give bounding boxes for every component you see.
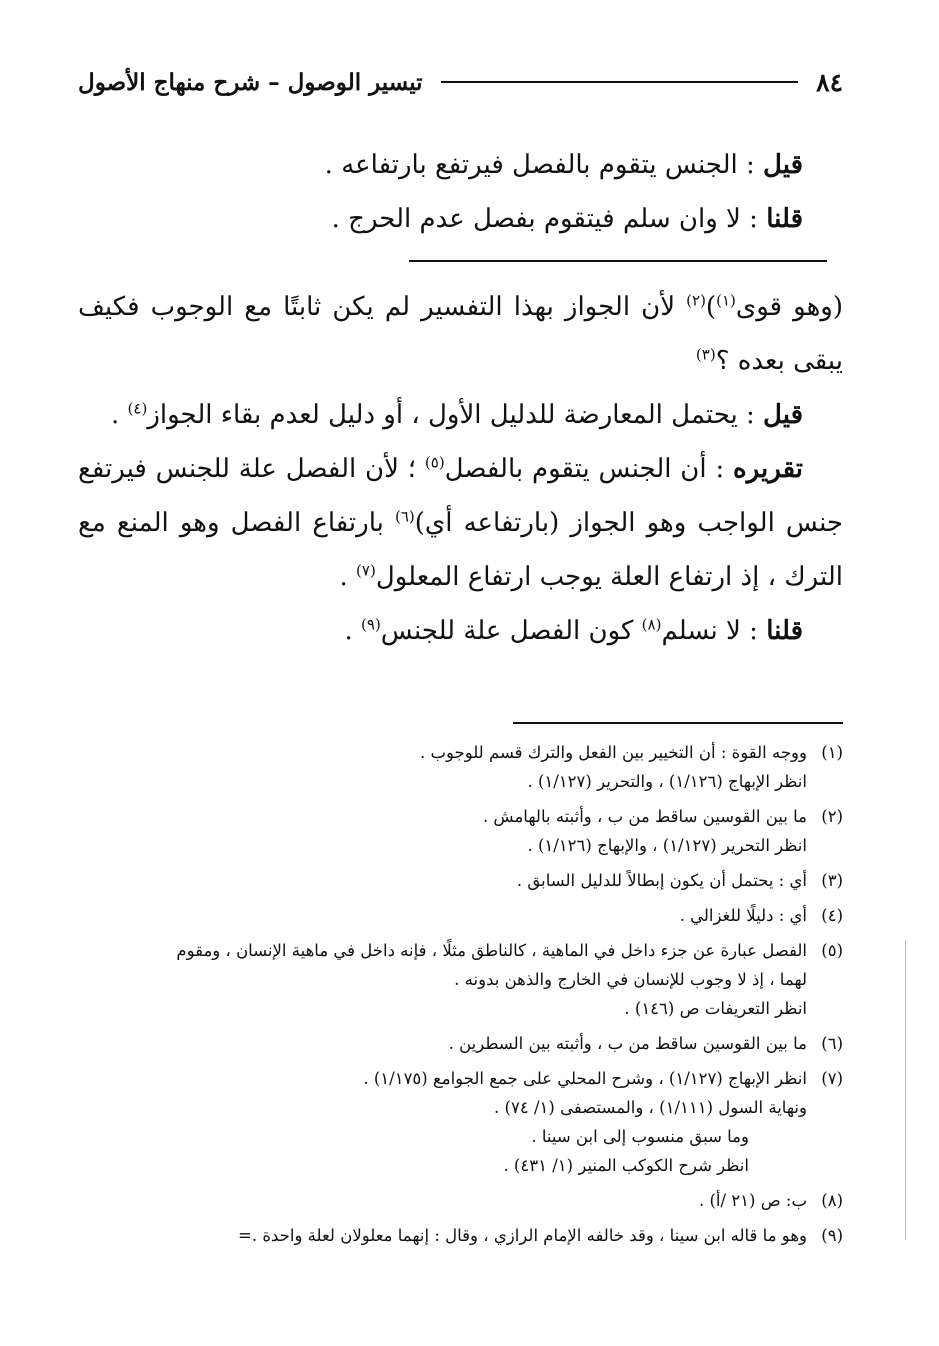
footnote <box>78 1029 843 1058</box>
footnote-body <box>78 866 807 895</box>
footnote <box>78 866 843 895</box>
paragraph-wahuwa-qawi <box>78 280 843 388</box>
footnote-line: وما سبق منسوب إلى ابن سينا . <box>531 1127 749 1146</box>
footnote-ref[interactable]: (٦) <box>394 507 415 526</box>
paragraph-qulna-1 <box>78 192 843 246</box>
footnote-line: انظر الإبهاج (١/١٢٦) ، والتحرير (١/١٢٧) . <box>527 772 807 791</box>
paragraph-lead: قيل <box>763 150 803 180</box>
footnote-line: الفصل عبارة عن جزء داخل في الماهية ، كالناطق مثلًا ، فإنه داخل في ماهية الإنسان ، ومقوم <box>176 941 807 960</box>
footnote <box>78 936 843 1023</box>
footnote-number: (٦) <box>821 1034 843 1053</box>
footnote-body <box>78 802 807 860</box>
paragraph-text: : يحتمل المعارضة للدليل الأول ، أو دليل لعدم بقاء الجواز <box>147 400 764 430</box>
footnote-body <box>78 936 807 1023</box>
footnote-line: أي : يحتمل أن يكون إبطالاً للدليل السابق . <box>516 871 807 890</box>
footnote-line: لهما ، إذ لا وجوب للإنسان في الخارج والذهن بدونه . <box>454 970 807 989</box>
footnote-line: ووجه القوة : أن التخيير بين الفعل والترك قسم للوجوب . <box>419 743 807 762</box>
footnote-line: ما بين القوسين ساقط من ب ، وأثبته بين السطرين . <box>448 1034 807 1053</box>
paragraph-lead: قلنا <box>766 204 803 234</box>
footnote-list <box>78 738 843 1250</box>
paragraph-text: بارتفاع الفصل وهو المنع مع الترك ، إذ ارتفاع العلة يوجب ارتفاع المعلول <box>78 508 843 592</box>
footnote-number: (٢) <box>821 807 843 826</box>
footnote-number: (٨) <box>821 1191 843 1210</box>
footnote-body <box>78 1221 807 1250</box>
footnote-number: (٣) <box>821 871 843 890</box>
paragraph-text: (وهو قوى <box>735 292 843 322</box>
footnote-body <box>78 1064 807 1180</box>
paragraph-qulna-2 <box>78 604 843 658</box>
footnote-ref[interactable]: (٣) <box>695 345 716 364</box>
paragraph-text: ؛ لأن الفصل علة للجنس فيرتفع جنس الواجب وهو الجواز (بارتفاعه أي) <box>78 454 843 538</box>
paragraph-qil-1 <box>78 138 843 192</box>
main-text <box>78 138 843 658</box>
footnote-ref[interactable]: (٩) <box>361 615 381 634</box>
footnote-line: انظر شرح الكوكب المنير (١/ ٤٣١) . <box>503 1156 749 1175</box>
footnote-ref[interactable]: (١) <box>716 291 736 310</box>
footnote-number: (٩) <box>821 1226 843 1245</box>
paragraph-taqriruh <box>78 442 843 604</box>
footnote-line: وهو ما قاله ابن سينا ، وقد خالفه الإمام الرازي ، وقال : إنهما معلولان لعلة واحدة .= <box>238 1226 807 1245</box>
footnote-body <box>78 1186 807 1215</box>
footnote-line: ب: ص (٢١ /أ) . <box>698 1191 807 1210</box>
paragraph-text: . <box>339 562 357 592</box>
footnote-number: (٤) <box>821 906 843 925</box>
paragraph-text: : لا نسلم <box>661 616 767 646</box>
paragraph-text: . <box>344 616 362 646</box>
footnote-line: انظر الإبهاج (١/١٢٧) ، وشرح المحلي على جمع الجوامع (١/١٧٥) . <box>363 1069 807 1088</box>
footnote-line: انظر التعريفات ص (١٤٦) . <box>624 999 807 1018</box>
running-title: تيسير الوصول – شرح منهاج الأصول <box>78 68 423 96</box>
footnote-ref[interactable]: (٤) <box>127 399 148 418</box>
footnote <box>78 1221 843 1250</box>
running-header <box>78 62 843 102</box>
footnote-body <box>78 738 807 796</box>
footnote-line: انظر التحرير (١/١٢٧) ، والإبهاج (١/١٢٦) . <box>527 836 807 855</box>
header-rule <box>441 81 799 83</box>
paragraph-qil-2 <box>78 388 843 442</box>
footnote-ref[interactable]: (٨) <box>641 615 662 634</box>
paragraph-text: : أن الجنس يتقوم بالفصل <box>444 454 734 484</box>
paragraph-text: كون الفصل علة للجنس <box>380 616 642 646</box>
paragraph-text: ) <box>705 292 717 322</box>
footnote-number: (٧) <box>821 1069 843 1088</box>
footnote <box>78 738 843 796</box>
footnote <box>78 1186 843 1215</box>
paragraph-lead: تقريره <box>733 454 803 484</box>
footnote-body <box>78 1029 807 1058</box>
scan-margin-line <box>905 940 906 1240</box>
footnote-body <box>78 901 807 930</box>
footnote-line: ونهاية السول (١/١١١) ، والمستصفى (١/ ٧٤) . <box>494 1098 807 1117</box>
section-rule <box>409 260 827 262</box>
paragraph-text: : لا وان سلم فيتقوم بفصل عدم الحرج . <box>331 204 767 234</box>
page-number: ٨٤ <box>816 67 843 97</box>
paragraph-text: لأن الجواز بهذا التفسير لم يكن ثابتًا مع الوجوب فكيف يبقى بعده ؟ <box>78 292 843 376</box>
footnote-number: (٥) <box>821 941 843 960</box>
paragraph-text: : الجنس يتقوم بالفصل فيرتفع بارتفاعه . <box>324 150 764 180</box>
footnote <box>78 1064 843 1180</box>
footnote <box>78 901 843 930</box>
footnote-ref[interactable]: (٧) <box>356 561 376 580</box>
footnote-line: أي : دليلًا للغزالي . <box>679 906 807 925</box>
footnote-line: ما بين القوسين ساقط من ب ، وأثبته بالهامش . <box>482 807 807 826</box>
footnote-rule <box>513 722 843 724</box>
paragraph-lead: قلنا <box>766 616 803 646</box>
footnote <box>78 802 843 860</box>
footnotes <box>78 700 843 1256</box>
footnote-number: (١) <box>821 743 843 762</box>
paragraph-lead: قيل <box>763 400 803 430</box>
footnote-ref[interactable]: (٢) <box>686 291 706 310</box>
footnote-ref[interactable]: (٥) <box>424 453 445 472</box>
paragraph-text: . <box>111 400 128 430</box>
